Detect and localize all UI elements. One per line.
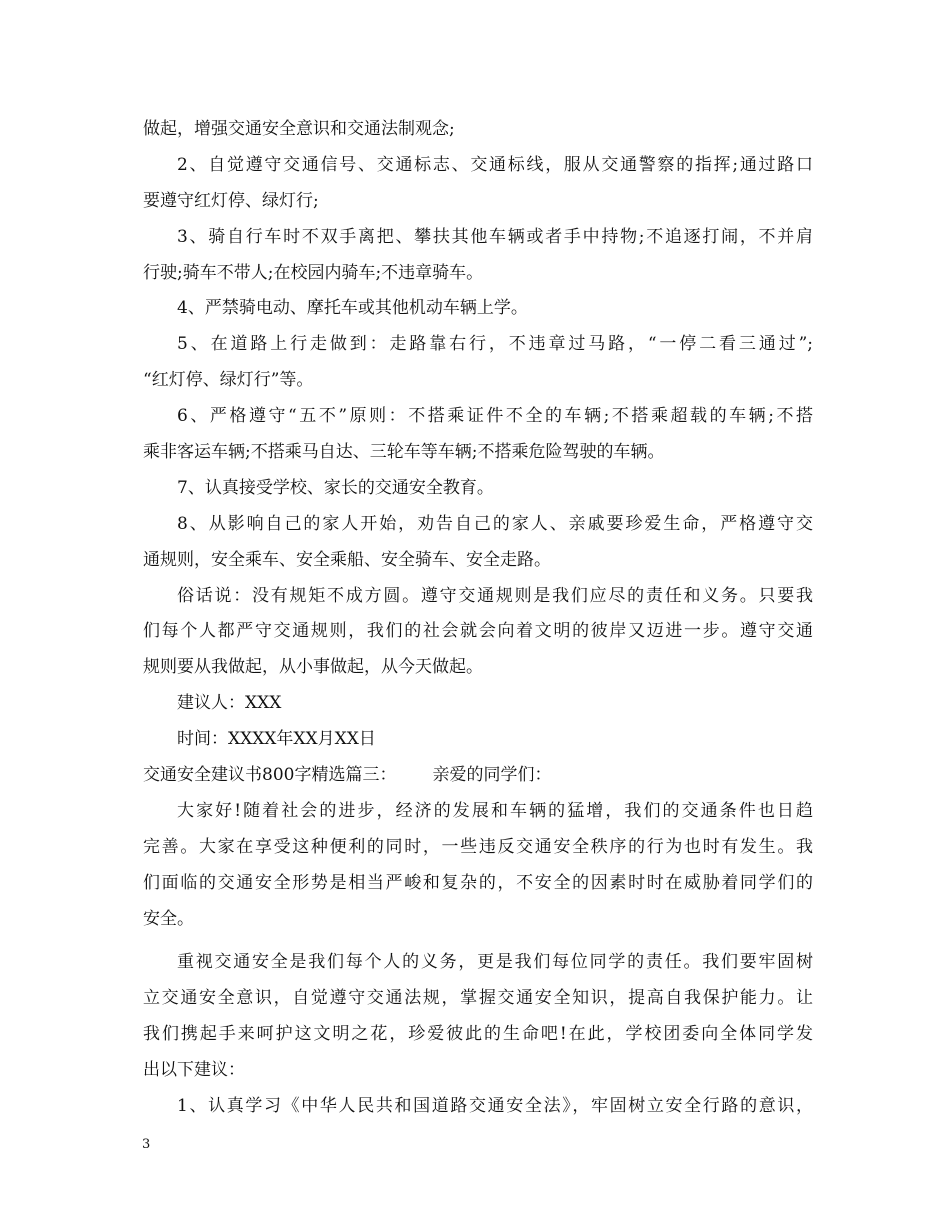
text-line: 1、认真学习《中华人民共和国道路交通安全法》，牢固树立安全行路的意识， [177,1096,813,1117]
page-number: 3 [142,1137,151,1152]
text-line: 们面临的交通安全形势是相当严峻和复杂的，不安全的因素时时在威胁着同学们的 [143,872,813,893]
text-line: 规则要从我做起，从小事做起，从今天做起。 [143,657,483,678]
section-heading [143,758,813,794]
section-title: 交通安全建议书800字精选篇三： [143,765,397,786]
text-line: 乘非客运车辆;不搭乘马自达、三轮车等车辆;不搭乘危险驾驶的车辆。 [143,442,665,463]
text-line: 们每个人都严守交通规则，我们的社会就会向着文明的彼岸又迈进一步。遵守交通 [143,621,813,642]
text-line: 6、严格遵守“五不”原则：不搭乘证件不全的车辆;不搭乘超载的车辆;不搭 [177,406,813,427]
text-line: 行驶;骑车不带人;在校园内骑车;不违章骑车。 [143,262,484,283]
document-body [143,112,813,1125]
text-line: 3、骑自行车时不双手离把、攀扶其他车辆或者手中持物;不追逐打闹，不并肩 [177,226,813,247]
text-line: 安全。 [143,908,194,929]
text-line: 我们携起手来呵护这文明之花，珍爱彼此的生命吧!在此，学校团委向全体同学发 [143,1024,813,1045]
text-line: 重视交通安全是我们每个人的义务，更是我们每位同学的责任。我们要牢固树 [177,952,813,973]
text-line: 4、严禁骑电动、摩托车或其他机动车辆上学。 [177,298,528,319]
text-line: 2、自觉遵守交通信号、交通标志、交通标线，服从交通警察的指挥;通过路口 [177,154,813,175]
text-line: 做起，增强交通安全意识和交通法制观念; [143,119,455,139]
text-line: 大家好!随着社会的进步，经济的发展和车辆的猛增，我们的交通条件也日趋 [177,800,813,821]
text-line: 立交通安全意识，自觉遵守交通法规，掌握交通安全知识，提高自我保护能力。让 [143,988,813,1009]
text-line: 5、在道路上行走做到：走路靠右行，不违章过马路，“一停二看三通过”; [177,334,813,355]
text-line: “红灯停、绿灯行”等。 [143,370,314,391]
text-line: 出以下建议： [143,1060,245,1081]
date-line: 时间：XXXX年XX月XX日 [177,729,376,750]
text-line: 完善。大家在享受这种便利的同时，一些违反交通安全秩序的行为也时有发生。我 [143,836,813,857]
text-line: 通规则，安全乘车、安全乘船、安全骑车、安全走路。 [143,549,551,570]
text-line: 7、认真接受学校、家长的交通安全教育。 [177,477,494,498]
text-line: 8、从影响自己的家人开始，劝告自己的家人、亲戚要珍爱生命，严格遵守交 [177,513,813,534]
salutation: 亲爱的同学们： [432,765,552,786]
text-line: 俗话说：没有规矩不成方圆。遵守交通规则是我们应尽的责任和义务。只要我 [177,585,813,606]
signer-line: 建议人：XXX [177,693,282,714]
text-line: 要遵守红灯停、绿灯行; [143,190,319,211]
